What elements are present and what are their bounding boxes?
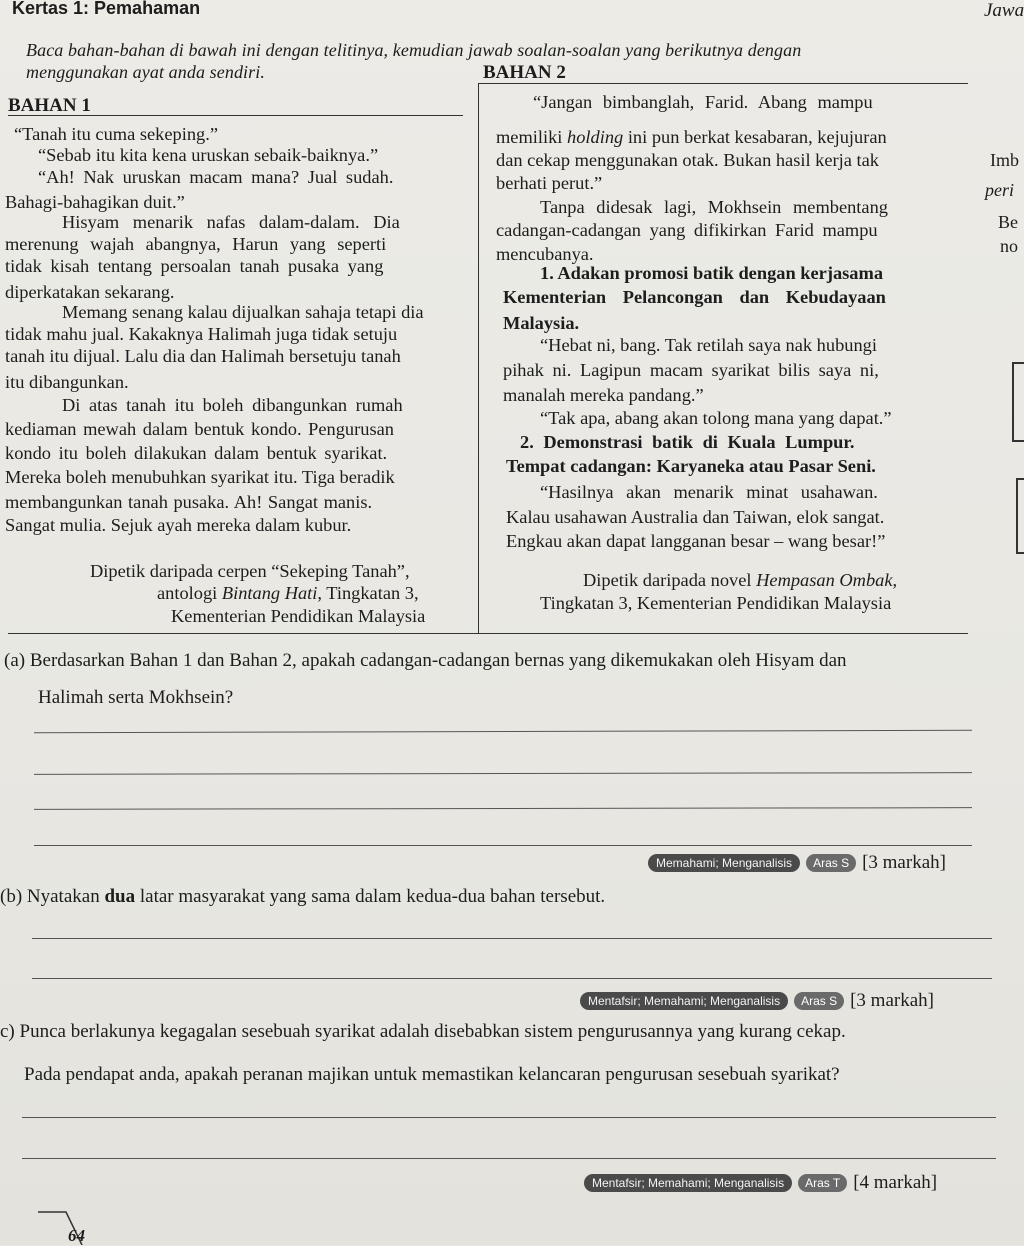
question-c-label: c) xyxy=(0,1021,15,1042)
bahan1-line: tidak mahu jual. Kakaknya Halimah juga tidak setuju xyxy=(5,324,398,344)
marks-label: [3 markah] xyxy=(850,990,934,1011)
bahan2-line: Kalau usahawan Australia dan Taiwan, elok sangat. xyxy=(506,507,885,527)
bahan2-line: dan cekap menggunakan otak. Bukan hasil kerja tak xyxy=(496,150,880,170)
skill-tag: Mentafsir; Memahami; Menganalisis xyxy=(584,1174,792,1192)
corner-fragment: Jawa xyxy=(984,0,1024,21)
bahan2-line: pihak ni. Lagipun macam syarikat bilis saya ni, xyxy=(503,360,879,380)
bahan1-line: membangunkan tanah pusaka. Ah! Sangat manis. xyxy=(5,492,373,512)
question-a-text: Berdasarkan Bahan 1 dan Bahan 2, apakah cadangan-cadangan bernas yang dikemukakan oleh Hisyam dan xyxy=(29,650,847,671)
edge-fragment: peri xyxy=(985,180,1014,200)
bahan1-line: itu dibangunkan. xyxy=(5,372,129,392)
section-header: Kertas 1: Pemahaman xyxy=(12,0,201,18)
answer-line-c-2[interactable] xyxy=(22,1158,996,1159)
bahan2-line: 2. Demonstrasi batik di Kuala Lumpur. xyxy=(520,432,855,452)
bahan1-source-line: antologi Bintang Hati, Tingkatan 3, xyxy=(157,583,419,603)
bahan1-line: Bahagi-bahagikan duit.” xyxy=(5,192,185,212)
bahan2-line: cadangan-cadangan yang difikirkan Farid mampu xyxy=(496,220,878,240)
answer-line-c-1[interactable] xyxy=(22,1117,996,1118)
question-b-text-bold: dua xyxy=(104,886,136,907)
bahan2-line: “Hebat ni, bang. Tak retilah saya nak hubungi xyxy=(540,335,877,355)
edge-box-fragment xyxy=(1016,478,1024,554)
skill-tag: Mentafsir; Memahami; Menganalisis xyxy=(580,992,788,1010)
bahan2-line: Tempat cadangan: Karyaneka atau Pasar Seni. xyxy=(506,456,876,476)
answer-line-a-2[interactable] xyxy=(34,772,972,775)
bahan2-line: berhati perut.” xyxy=(496,173,603,193)
bahan2-line: 1. Adakan promosi batik dengan kerjasama xyxy=(540,263,884,283)
bahan1-line: Memang senang kalau dijualkan sahaja tetapi dia xyxy=(62,302,424,322)
bahan2-line: “Hasilnya akan menarik minat usahawan. xyxy=(540,482,878,502)
question-c-skills xyxy=(584,1172,937,1194)
level-tag: Aras S xyxy=(806,854,856,872)
question-a xyxy=(4,650,847,672)
question-c xyxy=(0,1021,846,1043)
instruction-line-1: Baca bahan-bahan di bawah ini dengan telitinya, kemudian jawab soalan-soalan yang berikutnya dengan xyxy=(26,40,802,60)
answer-line-a-4[interactable] xyxy=(34,845,972,846)
bahan2-line: manalah mereka pandang.” xyxy=(503,385,704,405)
marks-label: [3 markah] xyxy=(862,852,946,873)
answer-line-a-1[interactable] xyxy=(34,730,972,733)
page-number: 64 xyxy=(68,1226,85,1245)
bahan1-line: Di atas tanah itu boleh dibangunkan rumah xyxy=(62,395,403,415)
edge-fragment: Be xyxy=(998,212,1018,232)
bahan2-line: Malaysia. xyxy=(503,313,580,333)
bahan2-source-line: Dipetik daripada novel Hempasan Ombak, xyxy=(583,570,898,590)
bahan2-line: Tanpa didesak lagi, Mokhsein membentang xyxy=(540,197,888,217)
bahan1-source-line: Kementerian Pendidikan Malaysia xyxy=(171,606,426,626)
edge-fragment: no xyxy=(1000,236,1018,256)
question-a-label: (a) xyxy=(4,650,26,671)
question-a-text-2: Halimah serta Mokhsein? xyxy=(38,687,234,708)
marks-label: [4 markah] xyxy=(853,1172,938,1193)
skill-tag: Memahami; Menganalisis xyxy=(648,854,800,872)
question-b-skills xyxy=(580,990,934,1012)
answer-line-a-3[interactable] xyxy=(34,807,972,810)
question-c-text-2: Pada pendapat anda, apakah peranan majikan untuk memastikan kelancaran pengurusan sesebuah syarikat? xyxy=(24,1064,840,1085)
question-a-skills xyxy=(648,852,946,874)
bahan2-title: BAHAN 2 xyxy=(483,62,566,83)
question-b-label: (b) xyxy=(0,886,23,907)
bahan1-line: merenung wajah abangnya, Harun yang seperti xyxy=(5,234,387,254)
instruction-line-2: menggunakan ayat anda sendiri. xyxy=(26,62,265,82)
edge-box-fragment xyxy=(1012,362,1024,442)
question-b-text-pre: Nyatakan xyxy=(26,886,105,907)
bahan2-source-line: Tingkatan 3, Kementerian Pendidikan Malaysia xyxy=(540,593,892,613)
bahan1-line: “Ah! Nak uruskan macam mana? Jual sudah. xyxy=(38,167,394,187)
bahan1-line: Mereka boleh menubuhkan syarikat itu. Tiga beradik xyxy=(5,467,395,487)
bahan1-title: BAHAN 1 xyxy=(8,95,91,116)
level-tag: Aras S xyxy=(794,992,844,1010)
bahan2-line: memiliki holding ini pun berkat kesabaran, kejujuran xyxy=(496,127,887,147)
question-b xyxy=(0,886,605,908)
bahan2-line: Engkau akan dapat langganan besar – wang besar!” xyxy=(506,531,886,551)
materials-bottom-rule xyxy=(8,633,968,634)
bahan2-line: Kementerian Pelancongan dan Kebudayaan xyxy=(503,287,886,307)
bahan1-line: kediaman mewah dalam bentuk kondo. Pengurusan xyxy=(5,419,394,439)
question-c-text: Punca berlakunya kegagalan sesebuah syarikat adalah disebabkan sistem pengurusannya yang kurang cekap. xyxy=(19,1021,846,1042)
bahan1-source-line: Dipetik daripada cerpen “Sekeping Tanah”, xyxy=(90,561,410,581)
bahan1-line: diperkatakan sekarang. xyxy=(5,282,175,302)
level-tag: Aras T xyxy=(798,1174,847,1192)
bahan2-line: “Tak apa, abang akan tolong mana yang dapat.” xyxy=(540,408,892,428)
question-b-text-post: latar masyarakat yang sama dalam kedua-dua bahan tersebut. xyxy=(135,886,606,907)
bahan2-line: “Jangan bimbanglah, Farid. Abang mampu xyxy=(533,92,873,112)
bahan1-line: Hisyam menarik nafas dalam-dalam. Dia xyxy=(62,212,400,232)
answer-line-b-2[interactable] xyxy=(32,978,992,979)
bahan2-line: mencubanya. xyxy=(496,244,594,264)
bahan1-line: “Sebab itu kita kena uruskan sebaik-baiknya.” xyxy=(38,145,379,165)
bahan1-line: kondo itu boleh dilakukan dalam bentuk syarikat. xyxy=(5,443,388,463)
column-divider xyxy=(478,83,479,633)
edge-fragment: Imb xyxy=(990,150,1019,170)
bahan1-line: tanah itu dijual. Lalu dia dan Halimah bersetuju tanah xyxy=(5,346,401,366)
bahan1-line: “Tanah itu cuma sekeping.” xyxy=(14,124,218,144)
answer-line-b-1[interactable] xyxy=(32,938,992,939)
bahan1-line: Sangat mulia. Sejuk ayah mereka dalam kubur. xyxy=(5,515,352,535)
bahan1-line: tidak kisah tentang persoalan tanah pusaka yang xyxy=(5,256,384,276)
